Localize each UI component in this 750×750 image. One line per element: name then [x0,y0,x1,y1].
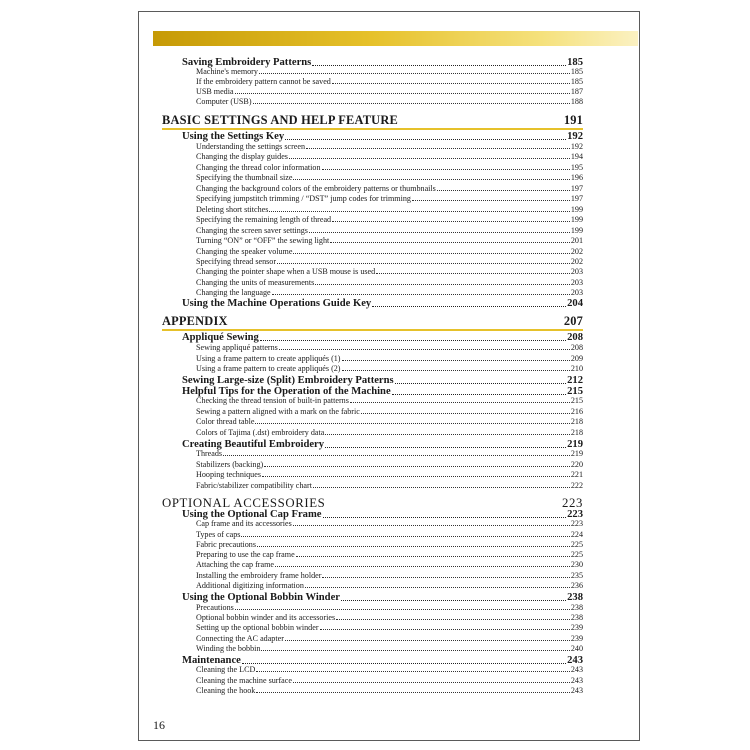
toc-entry [196,364,583,374]
toc-page-number: 238 [567,592,583,603]
toc-entry [196,152,583,162]
dot-leader [253,103,570,104]
dot-leader [277,263,570,264]
toc-title: Colors of Tajima (.dst) embroidery data [196,428,325,437]
dot-leader [332,83,570,84]
toc-title: Saving Embroidery Patterns [182,57,312,68]
toc-title: Stabilizers (backing) [196,460,264,469]
toc-title: Cleaning the hook [196,686,256,695]
toc-page-number: 219 [570,449,583,458]
dot-leader [285,139,566,140]
dot-leader [325,447,566,448]
toc-page-number: 212 [567,375,583,386]
toc-entry [196,184,583,194]
dot-leader [309,232,570,233]
toc-page-number: 187 [570,87,583,96]
toc-entry [196,519,583,529]
toc-page-number: 201 [570,236,583,245]
toc-title: Specifying jumpstitch trimming / “DST” jump codes for trimming [196,194,411,203]
dot-leader [361,413,570,414]
toc-page-number: 209 [570,354,583,363]
toc-page-number: 203 [570,267,583,276]
toc-entry [196,417,583,427]
dot-leader [256,671,570,672]
dot-leader [235,93,570,94]
toc-section [182,298,583,310]
toc-entry [196,77,583,87]
dot-leader [296,556,570,557]
toc-page-number: 194 [570,152,583,161]
dot-leader [395,383,566,384]
toc-entry [196,278,583,288]
dot-leader [242,663,566,664]
toc-page-number: 243 [570,676,583,685]
toc-page-number: 203 [570,278,583,287]
toc-title: Computer (USB) [196,97,252,106]
dot-leader [264,466,570,467]
toc-entry [196,665,583,675]
dot-leader [257,546,570,547]
toc-title: Cleaning the machine surface [196,676,292,685]
toc-page-number: 197 [570,184,583,193]
dot-leader [412,200,570,201]
toc-title: Specifying the remaining length of thread [196,215,332,224]
toc-page-number: 202 [570,247,583,256]
toc-title: Changing the pointer shape when a USB mouse is used [196,267,376,276]
toc-entry [196,97,583,107]
toc-entry [196,173,583,183]
dot-leader [272,294,570,295]
toc-title: Connecting the AC adapter [196,634,284,643]
toc-entry [196,87,583,97]
toc-page-number: 204 [567,298,583,309]
dot-leader [293,682,570,683]
toc-page-number: 185 [570,67,583,76]
toc-entry [196,257,583,267]
toc-entry [196,267,583,277]
toc-title: Turning “ON” or “OFF” the sewing light [196,236,330,245]
toc-title: Hooping techniques [196,470,261,479]
toc-entry [196,142,583,152]
toc-title: Color thread table [196,417,255,426]
toc-entry [196,205,583,215]
toc-entry [196,354,583,364]
toc-page-number: 243 [570,686,583,695]
toc-title: Specifying the thumbnail size [196,173,293,182]
dot-leader [235,609,570,610]
dot-leader [279,349,570,350]
toc-page-number: 223 [570,519,583,528]
toc-entry [196,530,583,540]
toc-entry [196,603,583,613]
dot-leader [341,600,566,601]
toc-title: Fabric precautions [196,540,257,549]
dot-leader [315,284,570,285]
toc-page-number: 218 [570,417,583,426]
dot-leader [313,487,570,488]
toc-page-number: 243 [567,655,583,666]
toc-entry [196,163,583,173]
toc-entry [196,67,583,77]
toc-title: APPENDIX [162,314,228,328]
toc-page-number: 224 [570,530,583,539]
toc-page-number: 215 [570,396,583,405]
toc-entry [196,343,583,353]
toc-page-number: 207 [563,314,583,328]
toc-page-number: 223 [562,496,583,510]
toc-entry [196,560,583,570]
dot-leader [437,190,570,191]
toc-title: Precautions [196,603,234,612]
toc-title: Additional digitizing information [196,581,304,590]
toc-entry [196,644,583,654]
dot-leader [241,536,569,537]
toc-title: Changing the speaker volume [196,247,293,256]
toc-title: Using a frame pattern to create appliqués (1) [196,354,341,363]
dot-leader [259,73,570,74]
toc-entry [196,613,583,623]
toc-title: Machine's memory [196,67,258,76]
toc-page-number: 208 [570,343,583,352]
dot-leader [322,169,570,170]
toc-entry [196,449,583,459]
toc-entry [196,550,583,560]
toc-entry [196,396,583,406]
page-number: 16 [153,718,165,732]
toc-title: Types of caps [196,530,241,539]
toc-title: Changing the language [196,288,271,297]
toc-page-number: 215 [567,386,583,397]
toc-entry [196,686,583,696]
toc-page-number: 202 [570,257,583,266]
toc-title: Optional bobbin winder and its accessories [196,613,336,622]
toc-title: Cleaning the LCD [196,665,256,674]
dot-leader [392,394,566,395]
toc-page-number: 196 [570,173,583,182]
dot-leader [305,587,570,588]
toc-entry [196,407,583,417]
toc-title: Fabric/stabilizer compatibility chart [196,481,312,490]
dot-leader [372,306,566,307]
dot-leader [285,640,570,641]
toc-entry [196,634,583,644]
toc-page-number: 225 [570,550,583,559]
toc-entry [196,581,583,591]
dot-leader [262,476,570,477]
dot-leader [261,650,569,651]
toc-title: OPTIONAL ACCESSORIES [162,496,326,510]
toc-page-number: 238 [570,603,583,612]
toc-page-number: 199 [570,205,583,214]
dot-leader [330,242,570,243]
toc-title: Changing the thread color information [196,163,321,172]
toc-title: Attaching the cap frame [196,560,274,569]
toc-title: Changing the units of measurements [196,278,315,287]
toc-title: Cap frame and its accessories [196,519,292,528]
toc-entry [196,215,583,225]
toc-page-number: 195 [570,163,583,172]
toc-title: If the embroidery pattern cannot be saved [196,77,331,86]
toc-title: Using the Settings Key [182,131,285,142]
toc-entry [196,623,583,633]
dot-leader [293,253,569,254]
toc-chapter [162,313,583,331]
dot-leader [289,158,570,159]
toc-page-number: 223 [567,509,583,520]
toc-page-number: 191 [563,113,583,127]
toc-chapter [162,112,583,130]
toc-page-number: 235 [570,571,583,580]
toc-entry [196,571,583,581]
toc-entry [196,481,583,491]
toc-title: Specifying thread sensor [196,257,277,266]
toc-page-number: 192 [570,142,583,151]
toc-title: Changing the screen saver settings [196,226,308,235]
toc-title: Using a frame pattern to create appliqués (2) [196,364,341,373]
toc-title: Understanding the settings screen [196,142,306,151]
toc-title: Helpful Tips for the Operation of the Machine [182,386,391,397]
toc-title: Sewing a pattern aligned with a mark on the fabric [196,407,360,416]
toc-entry [196,540,583,550]
toc-page-number: 230 [570,560,583,569]
toc-title: Checking the thread tension of built-in patterns [196,396,349,405]
dot-leader [376,273,570,274]
toc-page-number: 188 [570,97,583,106]
toc-entry [196,460,583,470]
toc-page-number: 218 [570,428,583,437]
toc-page-number: 203 [570,288,583,297]
toc-entry [196,288,583,298]
dot-leader [293,179,569,180]
toc-page-number: 221 [570,470,583,479]
dot-leader [275,566,570,567]
toc-title: Changing the background colors of the embroidery patterns or thumbnails [196,184,436,193]
dot-leader [323,517,567,518]
dot-leader [332,221,570,222]
toc-page-number: 225 [570,540,583,549]
toc-page-number: 239 [570,634,583,643]
toc-title: Using the Machine Operations Guide Key [182,298,372,309]
toc-page-number: 239 [570,623,583,632]
toc-entry [196,194,583,204]
toc-page-number: 185 [567,57,583,68]
dot-leader [260,340,566,341]
dot-leader [312,65,566,66]
toc-entry [196,470,583,480]
dot-leader [256,692,570,693]
toc-title: Creating Beautiful Embroidery [182,439,325,450]
dot-leader [306,148,570,149]
toc-title: BASIC SETTINGS AND HELP FEATURE [162,113,398,127]
toc-entry [196,247,583,257]
dot-leader [223,455,570,456]
dot-leader [350,402,570,403]
toc-page-number: 238 [570,613,583,622]
toc-page-number: 222 [570,481,583,490]
dot-leader [342,370,570,371]
toc-page-number: 192 [567,131,583,142]
dot-leader [255,423,569,424]
dot-leader [342,360,570,361]
dot-leader [336,619,570,620]
toc-entry [196,236,583,246]
toc-page-number: 240 [570,644,583,653]
toc-page-number: 216 [570,407,583,416]
toc-page-number: 243 [570,665,583,674]
toc-page-number: 185 [570,77,583,86]
toc-title: Appliqué Sewing [182,332,259,343]
toc-page-number: 219 [567,439,583,450]
toc-entry [196,226,583,236]
toc-title: Using the Optional Cap Frame [182,509,322,520]
toc-page-number: 208 [567,332,583,343]
dot-leader [325,434,570,435]
toc-page-number: 199 [570,226,583,235]
toc-page-number: 197 [570,194,583,203]
toc-title: Sewing appliqué patterns [196,343,278,352]
toc-entry [196,428,583,438]
toc-title: Threads [196,449,223,458]
toc-title: Setting up the optional bobbin winder [196,623,319,632]
toc-entry [196,676,583,686]
dot-leader [269,211,569,212]
toc-title: Using the Optional Bobbin Winder [182,592,340,603]
toc-page-number: 236 [570,581,583,590]
dot-leader [293,525,570,526]
toc-title: Maintenance [182,655,241,666]
toc-title: Installing the embroidery frame holder [196,571,322,580]
dot-leader [322,577,569,578]
toc-title: Sewing Large-size (Split) Embroidery Patterns [182,375,394,386]
toc-page-number: 220 [570,460,583,469]
toc-page-number: 199 [570,215,583,224]
toc-title: USB media [196,87,234,96]
toc-title: Winding the bobbin [196,644,261,653]
toc-title: Changing the display guides [196,152,288,161]
toc-title: Preparing to use the cap frame [196,550,295,559]
dot-leader [320,629,570,630]
toc-title: Deleting short stitches [196,205,269,214]
toc-page-number: 210 [570,364,583,373]
